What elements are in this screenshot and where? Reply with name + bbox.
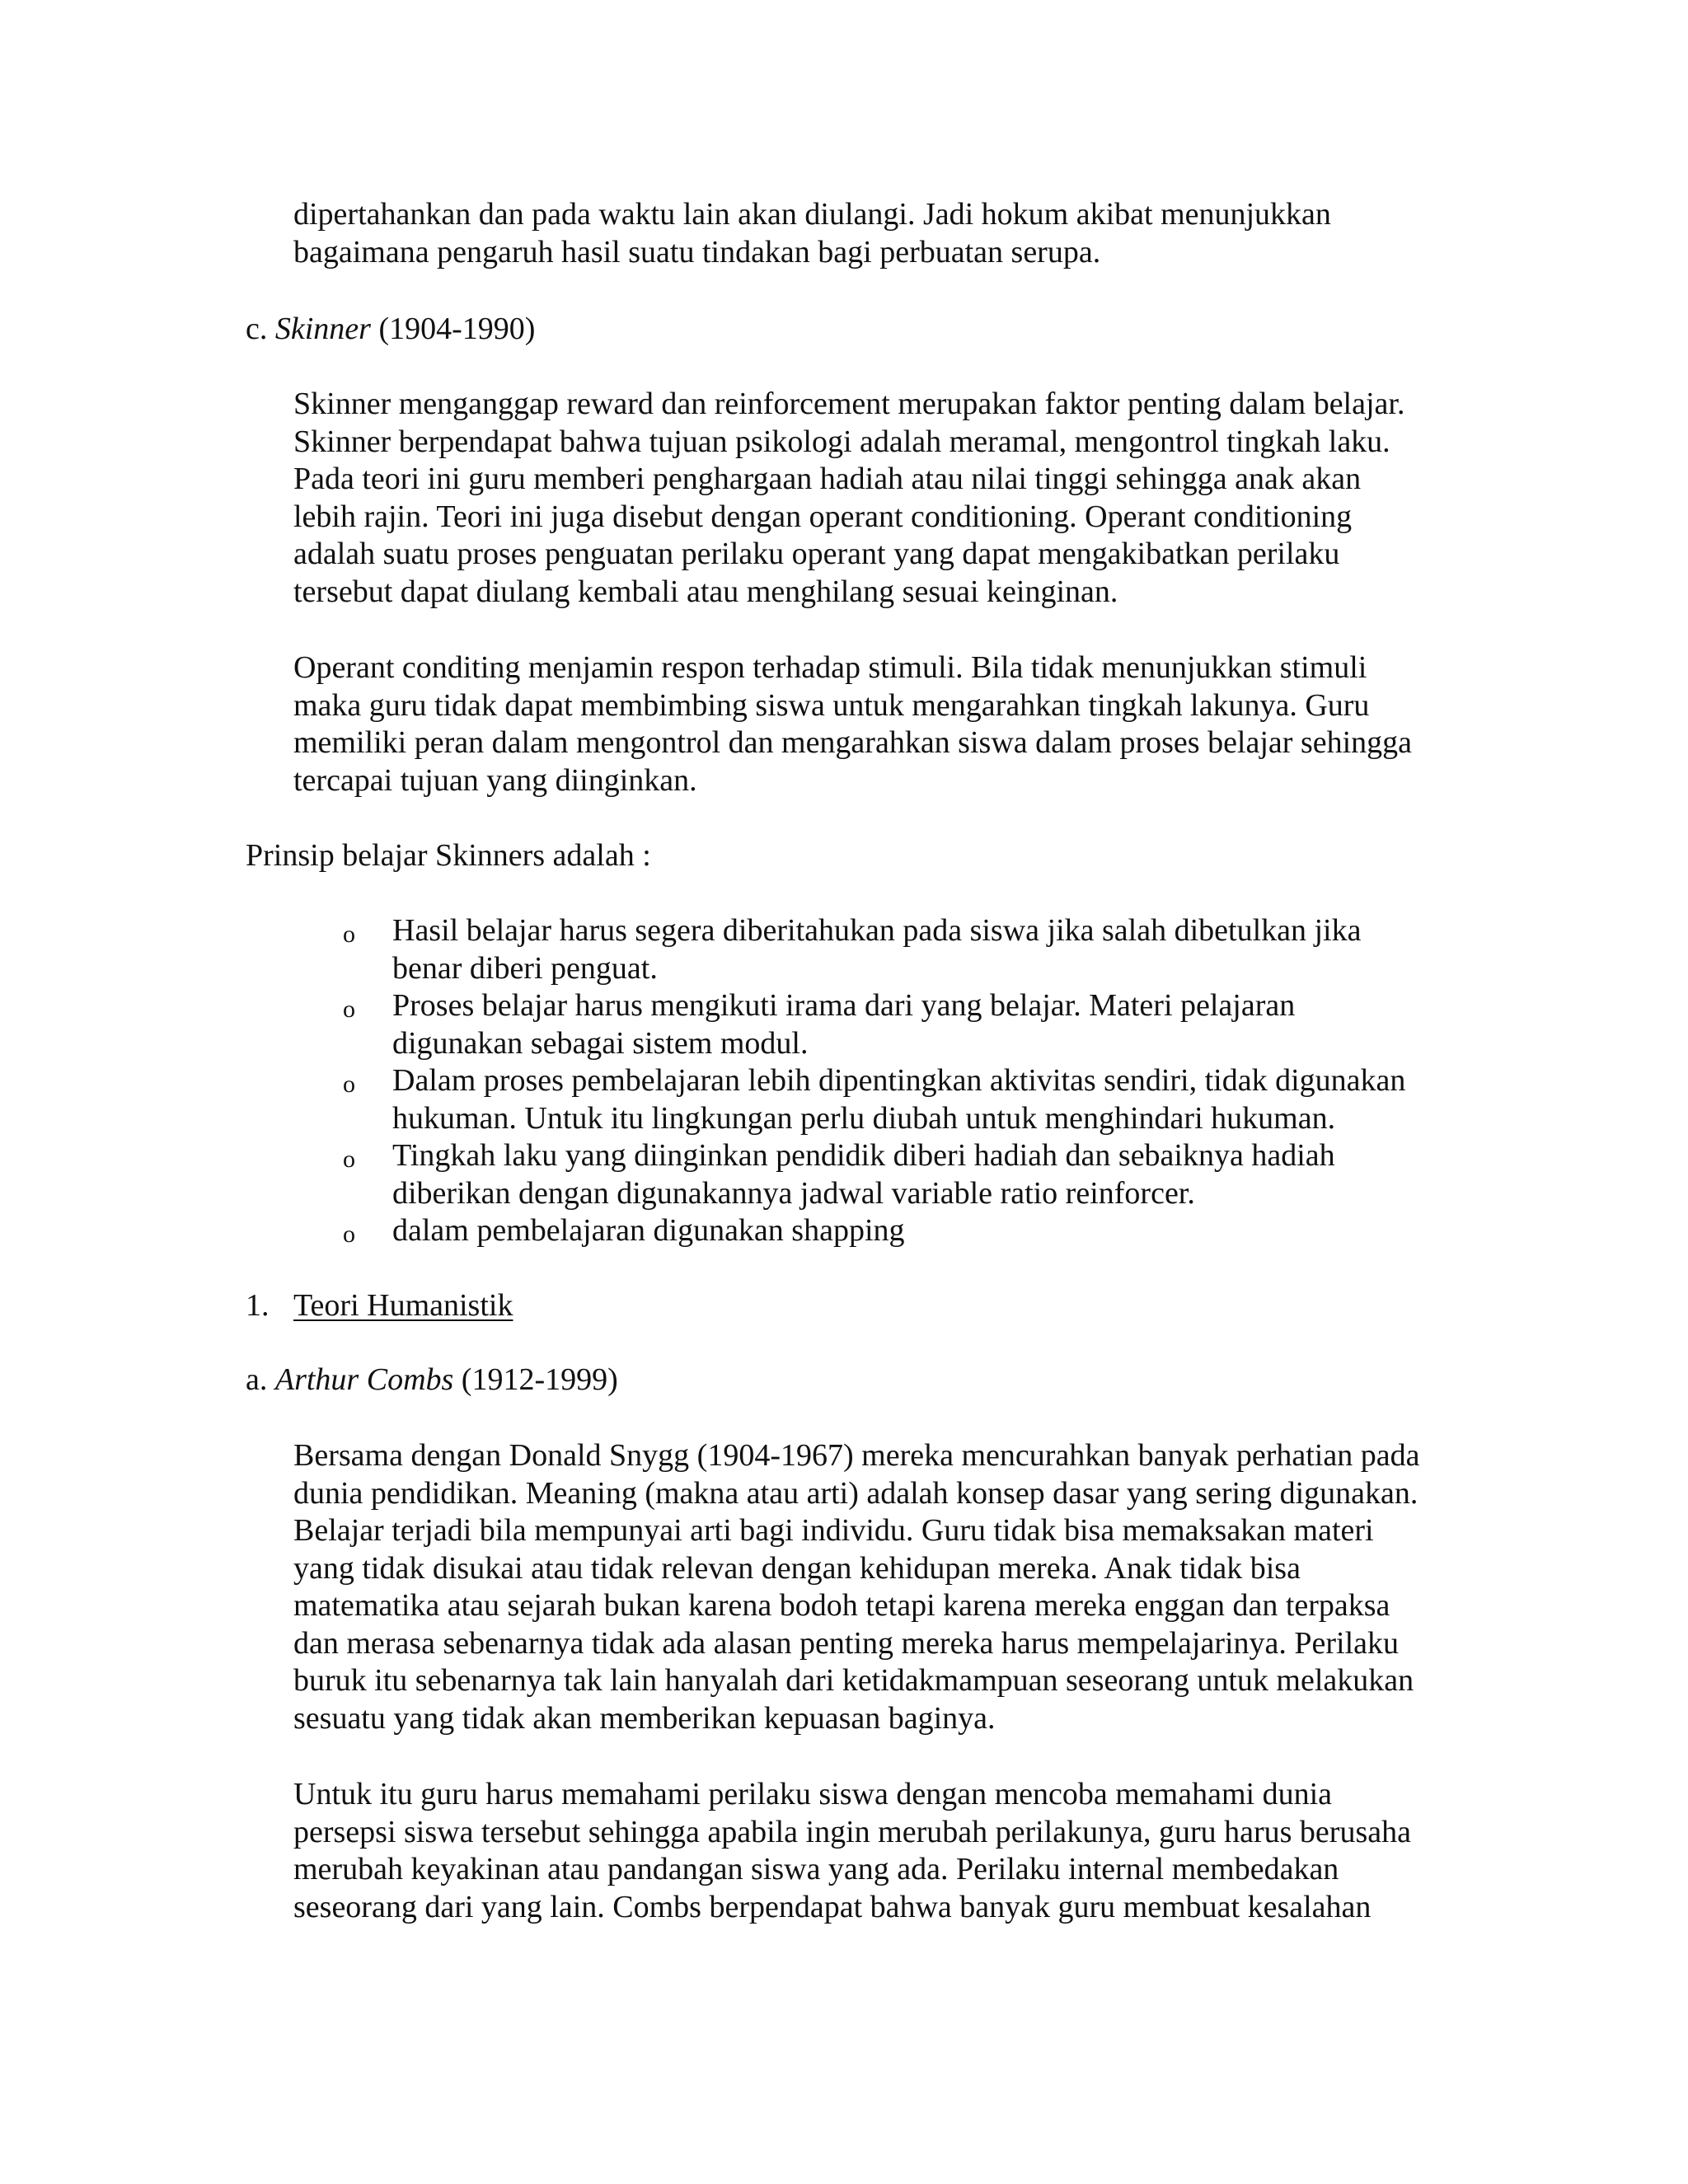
combs-paragraph-1: [293, 1437, 1419, 1737]
text-line: diberikan dengan digunakannya jadwal variable ratio reinforcer.: [392, 1175, 1195, 1211]
section-heading: [246, 1287, 270, 1325]
section-title: [293, 1287, 513, 1325]
text-line: persepsi siswa tersebut sehingga apabila ingin merubah perilakunya, guru harus berusaha: [293, 1814, 1411, 1849]
text-line: Dalam proses pembelajaran lebih dipentingkan aktivitas sendiri, tidak digunakan: [392, 1063, 1406, 1098]
text-line: buruk itu sebenarnya tak lain hanyalah dari ketidakmampuan seseorang untuk melakukan: [293, 1663, 1414, 1698]
text-line: Untuk itu guru harus memahami perilaku siswa dengan mencoba memahami dunia: [293, 1777, 1332, 1811]
section-title-text: Teori Humanistik: [293, 1288, 513, 1323]
text-line: digunakan sebagai sistem modul.: [392, 1025, 809, 1061]
text-line: Belajar terjadi bila mempunyai arti bagi individu. Guru tidak bisa memaksakan materi: [293, 1513, 1374, 1548]
combs-paragraph-2: [293, 1776, 1411, 1926]
list-item: [392, 987, 1295, 1062]
text-line: benar diberi penguat.: [392, 950, 658, 986]
list-item: [392, 1062, 1405, 1137]
text-line: lebih rajin. Teori ini juga disebut dengan operant conditioning. Operant conditioning: [293, 499, 1353, 534]
text-line: dalam pembelajaran digunakan shapping: [392, 1213, 905, 1248]
bullet-marker: o: [343, 921, 355, 948]
text-line: Proses belajar harus mengikuti irama dari yang belajar. Materi pelajaran: [392, 988, 1296, 1023]
text-line: hukuman. Untuk itu lingkungan perlu diubah untuk menghindari hukuman.: [392, 1100, 1336, 1136]
text-line: Skinner berpendapat bahwa tujuan psikologi adalah meramal, mengontrol tingkah laku.: [293, 424, 1390, 459]
skinner-paragraph-2: [293, 649, 1412, 799]
text-line: maka guru tidak dapat membimbing siswa untuk mengarahkan tingkah lakunya. Guru: [293, 687, 1370, 723]
bullet-marker: o: [343, 1071, 355, 1098]
skinner-heading: [246, 311, 535, 349]
text-line: merubah keyakinan atau pandangan siswa yang ada. Perilaku internal membedakan: [293, 1852, 1339, 1886]
bullet-marker: o: [343, 1146, 355, 1173]
skinner-paragraph-1: [293, 386, 1404, 611]
text-line: seseorang dari yang lain. Combs berpendapat bahwa banyak guru membuat kesalahan: [293, 1889, 1372, 1924]
heading-years: (1912-1999): [453, 1362, 618, 1397]
text-line: Tingkah laku yang diinginkan pendidik diberi hadiah dan sebaiknya hadiah: [392, 1138, 1335, 1173]
text-line: Operant conditing menjamin respon terhadap stimuli. Bila tidak menunjukkan stimuli: [293, 650, 1367, 685]
intro-paragraph: [293, 196, 1331, 271]
principles-heading: Prinsip belajar Skinners adalah :: [246, 838, 651, 873]
text-line: Bersama dengan Donald Snygg (1904-1967) mereka mencurahkan banyak perhatian pada: [293, 1438, 1420, 1473]
list-item: [392, 912, 1361, 987]
text-line: Hasil belajar harus segera diberitahukan pada siswa jika salah dibetulkan jika: [392, 913, 1362, 948]
list-item: [392, 1137, 1335, 1212]
heading-prefix: a.: [246, 1362, 275, 1397]
text-line: adalah suatu proses penguatan perilaku operant yang dapat mengakibatkan perilaku: [293, 537, 1340, 571]
combs-heading: [246, 1361, 618, 1399]
text-line: tercapai tujuan yang diinginkan.: [293, 762, 697, 798]
text-line: dan merasa sebenarnya tidak ada alasan penting mereka harus mempelajarinya. Perilaku: [293, 1625, 1400, 1661]
text-line: dipertahankan dan pada waktu lain akan diulangi. Jadi hokum akibat menunjukkan: [293, 197, 1331, 232]
bullet-marker: o: [343, 996, 355, 1023]
heading-years: (1904-1990): [370, 312, 536, 346]
text-line: bagaimana pengaruh hasil suatu tindakan bagi perbuatan serupa.: [293, 234, 1101, 269]
bullet-marker: o: [343, 1221, 355, 1248]
text-line: yang tidak disukai atau tidak relevan dengan kehidupan mereka. Anak tidak bisa: [293, 1550, 1301, 1586]
text-line: Skinner menganggap reward dan reinforcement merupakan faktor penting dalam belajar.: [293, 387, 1405, 421]
text-line: sesuatu yang tidak akan memberikan kepuasan baginya.: [293, 1700, 996, 1736]
section-number: 1.: [246, 1288, 270, 1323]
text-line: dunia pendidikan. Meaning (makna atau arti) adalah konsep dasar yang sering digunakan.: [293, 1475, 1418, 1511]
heading-name: Arthur Combs: [274, 1362, 454, 1397]
heading-prefix: c.: [246, 312, 275, 346]
text-line: tersebut dapat diulang kembali atau menghilang sesuai keinginan.: [293, 574, 1118, 609]
text-line: matematika atau sejarah bukan karena bodoh tetapi karena mereka enggan dan terpaksa: [293, 1588, 1390, 1623]
list-item: [392, 1212, 905, 1250]
text-line: Pada teori ini guru memberi penghargaan hadiah atau nilai tinggi sehingga anak akan: [293, 462, 1362, 496]
text-line: memiliki peran dalam mengontrol dan mengarahkan siswa dalam proses belajar sehingga: [293, 725, 1413, 760]
heading-name: Skinner: [274, 312, 371, 346]
